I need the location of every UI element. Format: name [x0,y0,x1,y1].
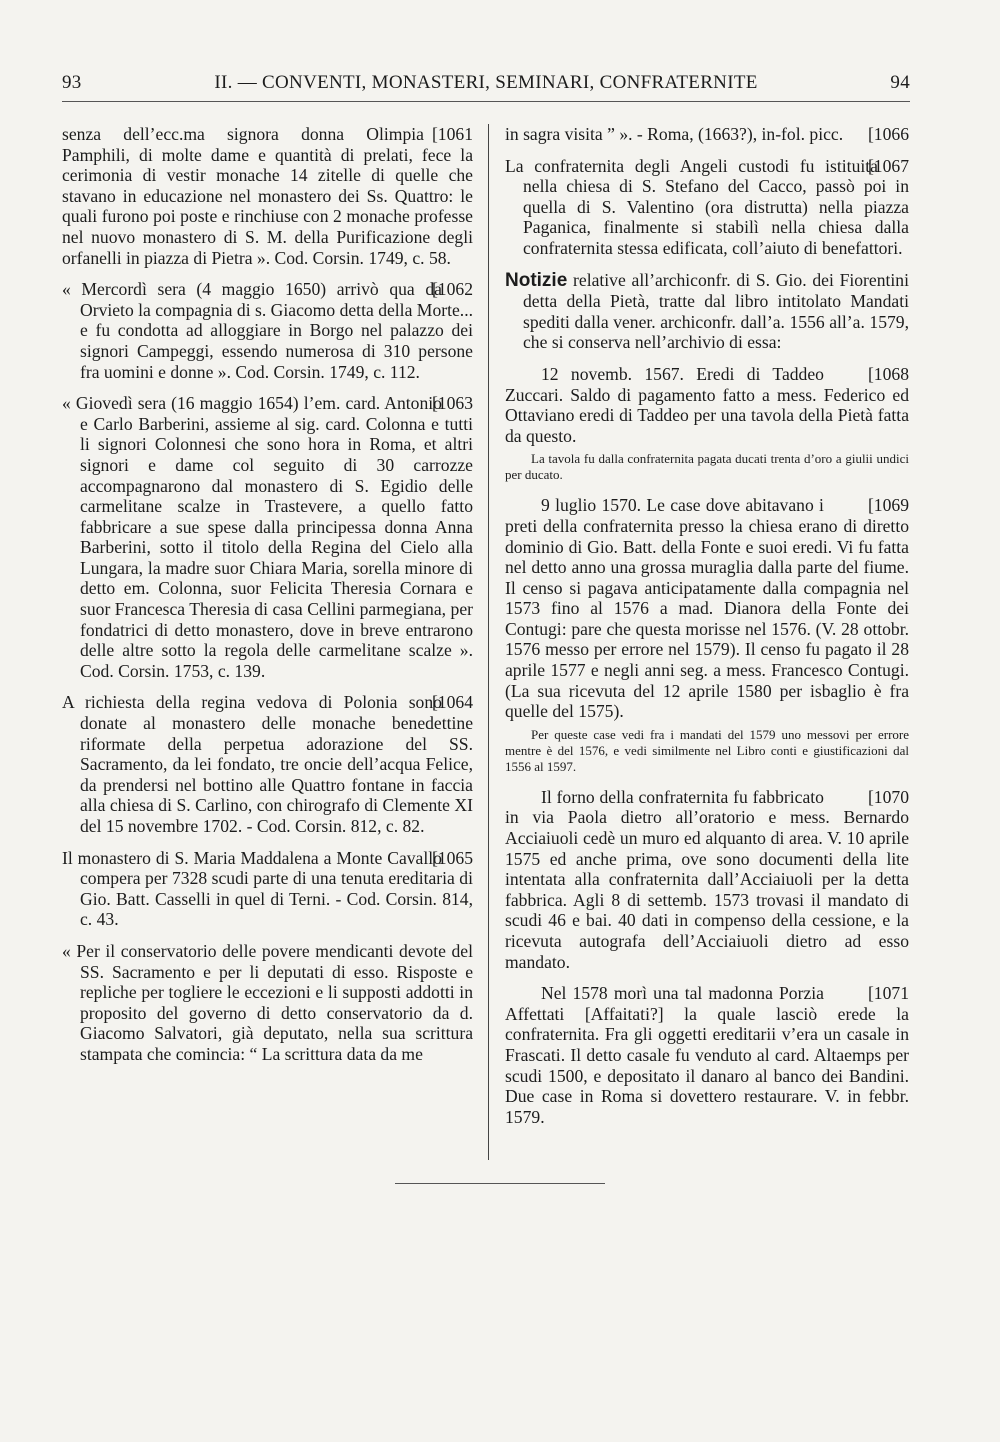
page-number-left: 93 [62,72,82,93]
entry-text: « Mercordì sera (4 maggio 1650) arrivò qua da Orvieto la compagnia di s. Giacomo detta della Morte... e fu condotta ad alloggiare in Borgo nel palazzo dei signori Campeggi, essendo numerosa di 310 persone fra uomini e donne ». Cod. Corsin. 1749, c. 112. [62,279,473,382]
left-column [62,124,473,1076]
entry-number: [1064 [431,692,473,713]
entry-1066-end [505,124,909,145]
entry-text: senza dell’ecc.ma signora donna Olimpia Pamphili, di molte dame e quantità di prelati, fece la cerimonia di vestir monache 14 zitelle di quelle che stavano in educazione nel monastero dei Ss. Quattro: le quali furono poi poste e rinchiuse con 2 monache professe nel nuovo monastero di S. M. della Purificazione degli orfanelli in piazza di Pietra ». Cod. Corsin. 1749, c. 58. [62,124,473,268]
entry-1062 [62,279,473,382]
entry-number: [1067 [867,155,909,176]
entry-text: relative all’archiconfr. di S. Gio. dei Fiorentini detta della Pietà, tratte dal libro intitolato Mandati spediti dalla vener. archiconfr. dall’a. 1556 all’a. 1579, che si conserva nell’archivio di essa: [523,269,909,353]
entry-1070 [505,787,909,972]
entry-text: La confraternita degli Angeli custodi fu istituita nella chiesa di S. Stefano del Cacco, passò poi in quella di S. Valentino (ora distrutta) nella piazza Paganica, finalmente si stabilì nella chiesa dalla confraternita stessa edificata, coll’aiuto di benefattori. [505,155,909,258]
entry-number: [1070 [867,786,909,807]
entry-text: 9 luglio 1570. Le case dove abitavano i preti della confraternita presso la chiesa erano di diretto dominio di Gio. Batt. della Fonte e suoi eredi. Vi fu fatta nel detto anno una grossa muraglia dalla parte del fiume. Il censo si pagava anticipatamente dalla compagnia nel 1573 fino al 1576 a mad. Dianora della Fonte dei Contugi: pare che questa morisse nel 1576. (V. 28 ottobr. 1576 messo per errore nel 1579). Il censo fu pagato il 28 aprile 1577 e negli anni seg. a mess. Francesco Contugi. (La sua ricevuta del 12 aprile 1580 per isbaglio è fra quelle del 1575). [505,495,909,722]
entry-lead-word: Notizie [505,269,568,291]
entry-1065 [62,848,473,930]
entry-text: A richiesta della regina vedova di Polonia sono donate al monastero delle monache benedettine riformate della perpetua adorazione del SS. Sacramento, da lei fondato, tre oncie dell’acqua Felice, da prendersi nel bottino alle Quattro fontane in faccia alla chiesa di S. Carlino, con chirografo di Clemente XI del 15 novembre 1702. - Cod. Corsin. 812, c. 82. [62,692,473,836]
entry-text: 12 novemb. 1567. Eredi di Taddeo Zuccari. Saldo di pagamento fatto a mess. Federico ed Ottaviano eredi di Taddeo per una tavola della Pietà fatta da questo. [505,363,909,446]
entry-1064 [62,692,473,836]
entry-number: [1068 [867,363,909,384]
entry-text: Nel 1578 morì una tal madonna Porzia Affettati [Affaitati?] la quale lasciò erede la confraternita. Fra gli oggetti ereditarii v’era un casale in Frascati. Il detto casale fu venduto al card. Altaemps per scudi 1500, e depositato il danaro al banco dei Bandini. Due case in Roma si dovettero restaurare. V. in febbr. 1579. [505,983,909,1127]
bottom-rule [395,1183,605,1184]
entry-number: [1061 [431,124,473,144]
running-title: II. — CONVENTI, MONASTERI, SEMINARI, CONFRATERNITE [214,72,758,93]
footnote-1069: Per queste case vedi fra i mandati del 1579 uno messovi per errore mentre è del 1576, e vedi similmente nel Libro conti e giustificazioni dal 1556 al 1597. [505,726,909,774]
header-rule [62,101,910,102]
entry-1067 [505,156,909,259]
entry-text: « Per il conservatorio delle povere mendicanti devote del SS. Sacramento e per li deputati di esso. Risposte e repliche per togliere le eccezioni e li supposti addotti in proposito del governo di detto conservatorio da d. Giacomo Salvatori, già deputato, nella sua scrittura stampata che comincia: “ La scrittura data da me [62,940,473,1064]
page-number-right: 94 [890,72,910,93]
entry-text: « Giovedì sera (16 maggio 1654) l’em. card. Antonio e Carlo Barberini, assieme al sig. card. Colonna e tutti li signori Colonnesi che sono hora in Roma, et altri signori e dame col seguito di 30 carrozze accompagnarono dal monastero di S. Egidio delle carmelitane scalze in Trastevere, a quello fatto fabbricare a sue spese dalla principessa donna Anna Barberini, sotto il titolo della Regina del Cielo alla Lungara, la madre suor Chiara Maria, sorella minore di detto em. Colonna, suor Felicita Theresia Cornara e suor Francesca Theresia di casa Cellini parmegiana, per fondatrici di detto monastero, dove in breve entrarono delle altre sotto la regola delle carmelitane scalze ». Cod. Corsin. 1753, c. 139. [62,393,473,681]
entry-1063 [62,393,473,681]
entry-notizie [505,270,909,353]
entry-number: [1071 [867,983,909,1004]
footnote-1068: La tavola fu dalla confraternita pagata ducati trenta d’oro a giulii undici per ducato. [505,451,909,483]
entry-1066-start [62,941,473,1065]
column-divider [488,124,489,1160]
entry-number: [1065 [431,847,473,868]
entry-text: in sagra visita ” ». - Roma, (1663?), in-fol. picc. [505,124,844,144]
entry-number: [1063 [431,393,473,414]
running-header [62,72,910,100]
entry-text: Il forno della confraternita fu fabbricato in via Paola dietro all’oratorio e mess. Bernardo Acciaiuoli cedè un muro ed alquanto di area. V. 10 aprile 1575 ed anche prima, ove sono documenti della lite intentata alla confraternita dall’Acciaiuoli per la detta fabbrica. Agli 8 di settemb. 1573 trovasi il mandato di scudi 46 e bai. 40 dati in compenso della cessione, e la ricevuta autografa dell’Acciaiuoli dietro ad esso mandato. [505,786,909,972]
entry-1071 [505,983,909,1127]
entry-text: Il monastero di S. Maria Maddalena a Monte Cavallo compera per 7328 scudi parte di una tenuta ereditaria di Gio. Batt. Casselli in quel di Terni. - Cod. Corsin. 814, c. 43. [62,847,473,930]
entry-number: [1062 [431,279,473,300]
right-column [505,124,909,1138]
entry-number: [1066 [867,124,909,144]
entry-1069 [505,495,909,722]
entry-number: [1069 [867,495,909,516]
entry-1068 [505,364,909,446]
entry-1061 [62,124,473,268]
